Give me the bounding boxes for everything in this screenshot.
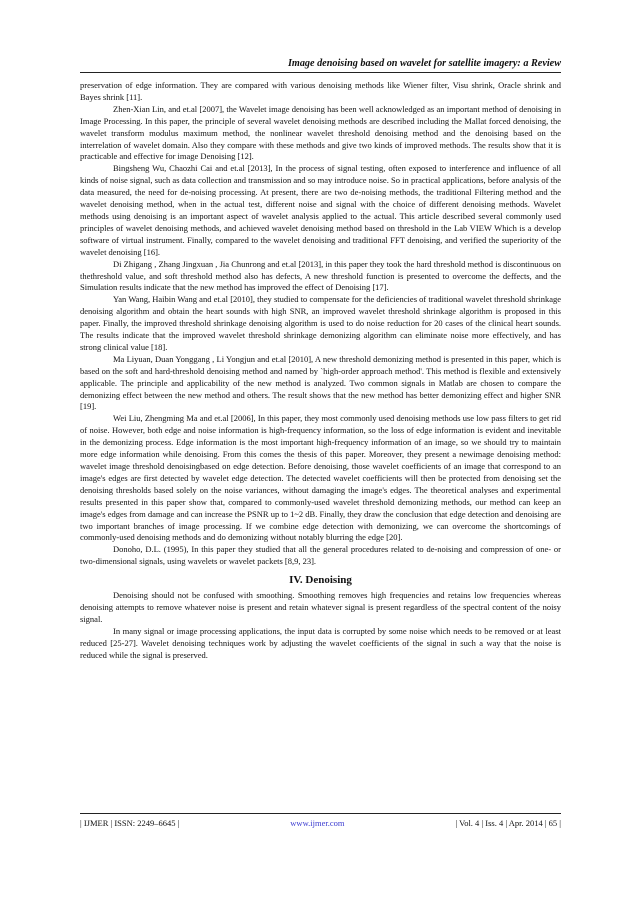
paragraph: Yan Wang, Haibin Wang and et.al [2010], they studied to compensate for the deficiencies of traditional wavelet threshold shrinkage denoising algorithm and obtain the heart sounds with high SNR, an improved wavelet threshold shrinkage algorithm is proposed in this paper. Finally, the improved threshold shrinkage denoising algorithm is used to do noise reduction for 20 cases of the clinical heart sounds. The results indicate that the improved wavelet threshold shrinkage demonizing algorithm can eliminate noise more effectively, and has strong clinical value [18]. — [80, 294, 561, 352]
footer-journal-info: | IJMER | ISSN: 2249–6645 | — [80, 818, 180, 828]
paragraph: Wei Liu, Zhengming Ma and et.al [2006], In this paper, they most commonly used denoising methods use low pass filters to get rid of noise. However, both edge and noise information is high-frequency information, so the loss of edge information is evident and inevitable in the demonizing process. Edge information is the most important high-frequency information of an image, so we should try to maintain more edge information while denoising. From this comes the thesis of this paper. Moreover, they present a newimage denoising method: wavelet image threshold denoisingbased on edge detection. Before denoising, those wavelet coefficients of an image that correspond to an image's edges are first detected by wavelet edge detection. The detected wavelet coefficients will then be protected from denoising set the denoising thresholds based solely on the noise variances, without damaging the image's edges. The theoretical analyses and experimental results presented in this paper show that, compared to commonly-used wavelet threshold demonizing methods, our method can keep an image's edges from damage and can increase the PSNR up to 1~2 dB. Finally, they draw the conclusion that edge detection and denoising are two important branches of image processing. If we combine edge detection with demonizing, we can overcome the shortcomings of commonly-used denoising methods and do demonizing without notably blurring the edge [20]. — [80, 413, 561, 543]
running-title: Image denoising based on wavelet for satellite imagery: a Review — [287, 58, 561, 69]
paragraph: Di Zhigang , Zhang Jingxuan , Jia Chunrong and et.al [2013], in this paper they took the hard threshold method is discontinuous on thethreshold value, and soft threshold method also has defects, A new threshold function is presented to overcome the deffects, and the Simulation results indicate that the new method has improved the effect of Denoising [17]. — [80, 258, 561, 293]
paragraph: In many signal or image processing applications, the input data is corrupted by some noise which needs to be removed or at least reduced [25-27]. Wavelet denoising techniques work by adjusting the wavelet coefficients of the signal in such a way that the noise is reduced while the signal is preserved. — [80, 625, 561, 660]
footer-rule — [80, 813, 561, 814]
article-body — [80, 80, 561, 662]
paragraph: Bingsheng Wu, Chaozhi Cai and et.al [2013], In the process of signal testing, often exposed to interference and influence of all kinds of noise signal, such as data collection and transmission and so may introduce noise. So in practical applications, before analysis of the data measured, the need for de-noising processing. At present, there are two de-noising methods, the traditional Filtering method and the wavelet denoising method, when in the actual test, different noise and signal with the choice of different denoising methods. Wavelet methods using denoising is an important aspect of wavelet analysis applied to the actual. This article described several commonly used principles of wavelet denoising methods, and achieved wavelet denoising method based on threshold in the Lab VIEW Which is a develop software of virtual instrument. Finally, compared to the wavelet denoising and traditional FFT denoising, and verified the superiority of the wavelet denoising [16]. — [80, 163, 561, 257]
footer-website-link[interactable]: www.ijmer.com — [290, 818, 345, 828]
header-rule — [80, 72, 561, 73]
paragraph: Denoising should not be confused with smoothing. Smoothing removes high frequencies and retains low frequencies whereas denoising attempts to remove whatever noise is present and retain whatever signal is present regardless of the spectral content of the noisy signal. — [80, 590, 561, 624]
footer — [80, 818, 561, 828]
page — [80, 0, 561, 902]
paragraph: preservation of edge information. They are compared with various denoising methods like Wiener filter, Visu shrink, Oracle shrink and Bayes shrink [11]. — [80, 80, 561, 102]
section-heading: IV. Denoising — [289, 574, 352, 587]
paragraph: Zhen-Xian Lin, and et.al [2007], the Wavelet image denoising has been well acknowledged as an important method of denoising in Image Processing. In this paper, the principle of several wavelet denoising methods are described including the Mallat forced denoising, the wavelet transform modulus maximum method, the nonlinear wavelet threshold denoising method and the denoising based on the interrelation of wavelet domain. Also they compare with these methods and give two kinds of improved methods. The results show that it is practicable and effective for image Denoising [12]. — [80, 103, 561, 162]
paragraph: Donoho, D.L. (1995), In this paper they studied that all the general procedures related to de-noising and compression of one- or two-dimensional signals, using wavelets or wavelet packets [8,9, 23]. — [80, 544, 561, 567]
footer-volume-info: | Vol. 4 | Iss. 4 | Apr. 2014 | 65 | — [455, 818, 561, 828]
paragraph: Ma Liyuan, Duan Yonggang , Li Yongjun and et.al [2010], A new threshold demonizing method is presented in this paper, which is based on the soft and hard-threshold denoising method and named by `high-order approach method'. This method is flexible and extensively applicable. The principle and applicability of the new method is analyzed. Two common signals in Matlab are chosen to compare the demonizing effect between the new method and others. The result shows that the new method has better demonizing effect and higher SNR [19]. — [80, 353, 561, 412]
